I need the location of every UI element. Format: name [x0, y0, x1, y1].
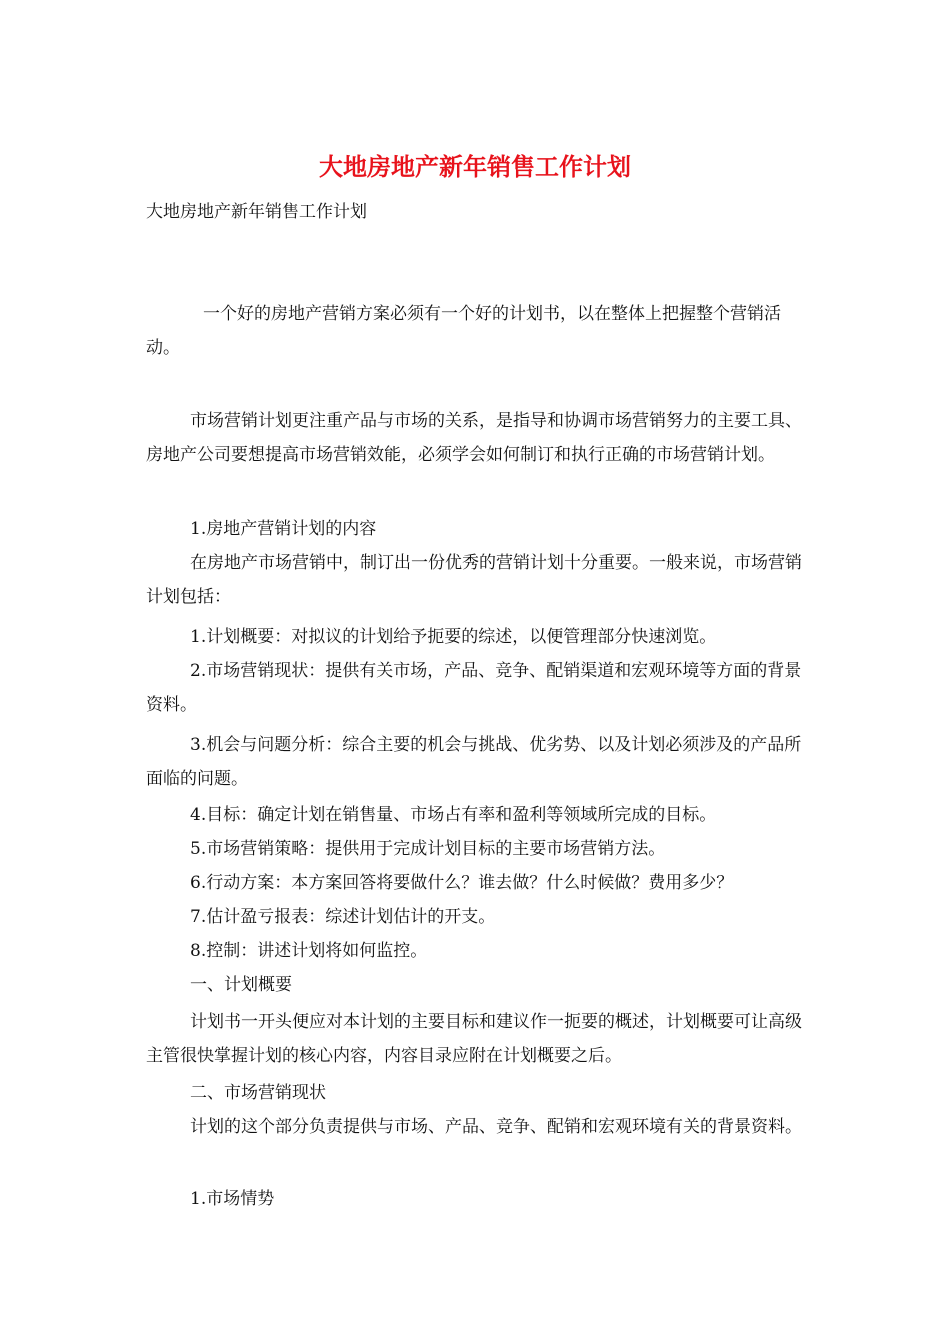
document-subtitle: 大地房地产新年销售工作计划 [146, 202, 367, 222]
paragraph-marketing-plan: 市场营销计划更注重产品与市场的关系，是指导和协调市场营销努力的主要工具、房地产公司要想提高市场营销效能，必须学会如何制订和执行正确的市场营销计划。 [146, 411, 802, 465]
paragraph-plan-includes: 在房地产市场营销中，制订出一份优秀的营销计划十分重要。一般来说，市场营销计划包括： [146, 553, 802, 607]
section-heading-2: 二、市场营销现状 [190, 1083, 326, 1103]
list-item-6: 6.行动方案：本方案回答将要做什么？谁去做？什么时候做？费用多少？ [190, 873, 734, 893]
list-item-8: 8.控制：讲述计划将如何监控。 [190, 941, 428, 961]
list-item-4: 4.目标：确定计划在销售量、市场占有率和盈利等领域所完成的目标。 [190, 805, 717, 825]
list-item-3: 3.机会与问题分析：综合主要的机会与挑战、优劣势、以及计划必须涉及的产品所面临的问题。 [146, 735, 802, 789]
list-item-5: 5.市场营销策略：提供用于完成计划目标的主要市场营销方法。 [190, 839, 666, 859]
list-item-7: 7.估计盈亏报表：综述计划估计的开支。 [190, 907, 496, 927]
list-item-2: 2.市场营销现状：提供有关市场，产品、竞争、配销渠道和宏观环境等方面的背景资料。 [146, 661, 802, 715]
paragraph-plan-summary: 计划书一开头便应对本计划的主要目标和建议作一扼要的概述，计划概要可让高级主管很快掌握计划的核心内容，内容目录应附在计划概要之后。 [146, 1012, 802, 1066]
paragraph-intro: 一个好的房地产营销方案必须有一个好的计划书，以在整体上把握整个营销活动。 [146, 304, 781, 358]
section-heading-1: 一、计划概要 [190, 975, 292, 995]
heading-market-situation: 1.市场情势 [190, 1189, 275, 1209]
heading-plan-content: 1.房地产营销计划的内容 [190, 519, 377, 539]
document-title: 大地房地产新年销售工作计划 [319, 152, 631, 181]
list-item-1: 1.计划概要：对拟议的计划给予扼要的综述，以便管理部分快速浏览。 [190, 627, 717, 647]
paragraph-market-status: 计划的这个部分负责提供与市场、产品、竞争、配销和宏观环境有关的背景资料。 [190, 1117, 802, 1137]
